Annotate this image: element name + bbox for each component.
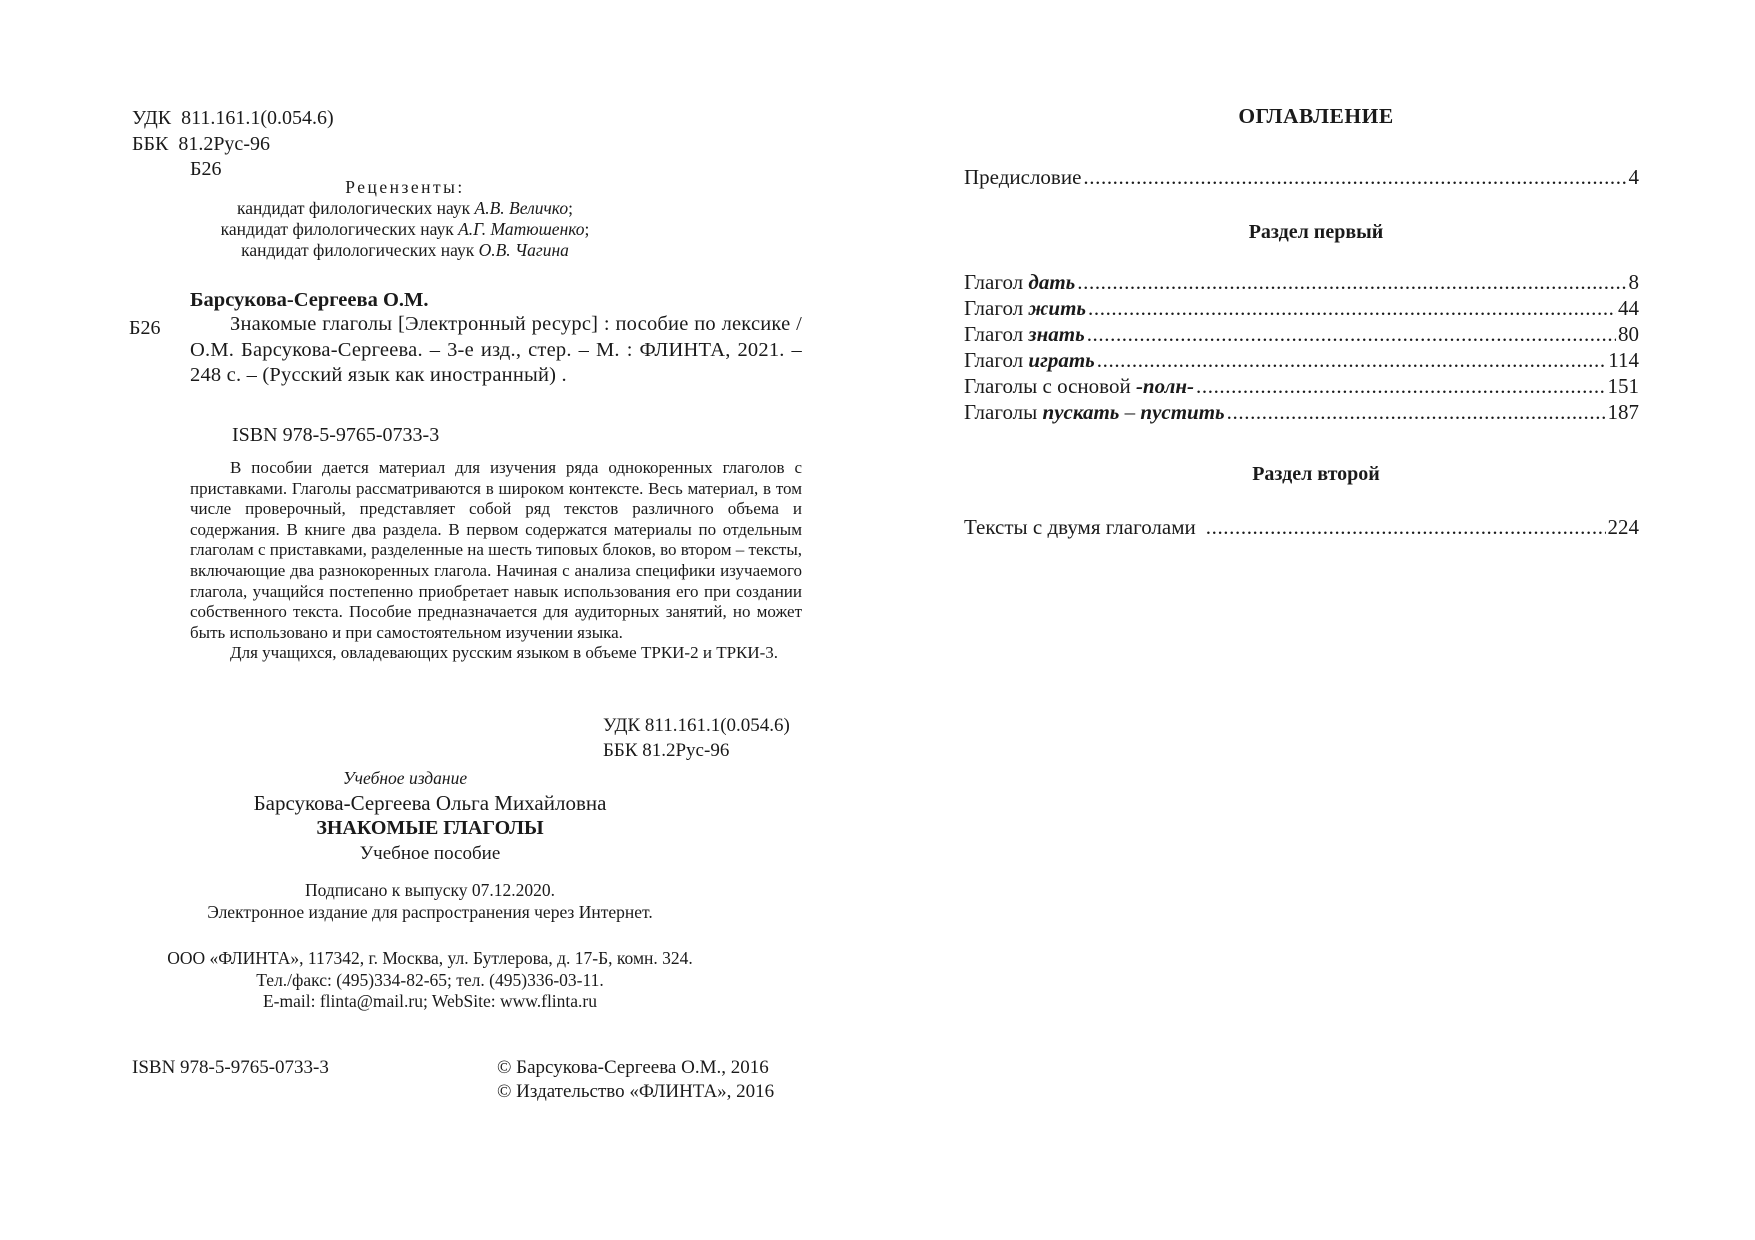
toc-leader-dots [1077, 269, 1626, 295]
udk-value: 811.161.1(0.054.6) [181, 107, 334, 129]
toc-entry[interactable]: Глагол дать ..... 8 [964, 269, 1639, 295]
toc-entry[interactable]: Глагол знать ..... 80 [964, 321, 1639, 347]
toc-leader-dots [1206, 514, 1606, 540]
author-heading: Барсукова-Сергеева О.М. [190, 289, 429, 311]
toc-page-number: 80 [1618, 322, 1639, 346]
bbk-line [132, 133, 270, 156]
publisher-address: ООО «ФЛИНТА», 117342, г. Москва, ул. Бутлерова, д. 17-Б, комн. 324. [167, 948, 693, 968]
publisher-web: E-mail: flinta@mail.ru; WebSite: www.flinta.ru [262, 991, 597, 1011]
toc-leader-dots [1083, 164, 1626, 190]
publisher-phone: Тел./факс: (495)334-82-65; тел. (495)336-03-11. [256, 970, 604, 990]
bbk-value: 81.2Рус-96 [178, 133, 270, 155]
toc-leader-dots [1097, 347, 1606, 373]
cutter-code: Б26 [190, 158, 222, 180]
toc-page-number: 187 [1607, 400, 1639, 424]
toc-page-number: 44 [1618, 296, 1639, 320]
author-full-name: Барсукова-Сергеева Ольга Михайловна [253, 791, 607, 815]
toc-entry[interactable]: Глагол играть ..... 114 [964, 347, 1639, 373]
toc-entry[interactable]: Тексты с двумя глаголами ..... 224 [964, 514, 1639, 540]
copyright-publisher: © Издательство «ФЛИНТА», 2016 [497, 1081, 775, 1102]
toc-title: ОГЛАВЛЕНИЕ [1238, 104, 1394, 128]
toc-page-number: 8 [1628, 270, 1639, 294]
abstract-paragraph: Для учащихся, овладевающих русским языком в объеме ТРКИ-2 и ТРКИ-3. [230, 643, 779, 663]
book-subtitle: Учебное пособие [359, 843, 501, 864]
reviewer-line: кандидат филологических наук О.В. Чагина [241, 240, 569, 260]
bbk-label: ББК [132, 133, 169, 155]
abstract [190, 458, 802, 664]
toc-entry[interactable]: Глаголы с основой -полн- ..... 151 [964, 373, 1639, 399]
book-title: ЗНАКОМЫЕ ГЛАГОЛЫ [316, 817, 544, 839]
bbk-right: ББК 81.2Рус-96 [603, 740, 730, 761]
toc-leader-dots [1088, 295, 1616, 321]
toc-page-number: 151 [1607, 374, 1639, 398]
toc-entry[interactable]: Глаголы пускать – пустить ..... 187 [964, 399, 1639, 425]
toc-leader-dots [1227, 399, 1606, 425]
udk-line [132, 107, 334, 130]
electronic-note: Электронное издание для распространения через Интернет. [207, 902, 653, 922]
signed-date: Подписано к выпуску 07.12.2020. [304, 880, 556, 900]
abstract-paragraph: В пособии дается материал для изучения ряда однокоренных глаголов с приставками. Глаголы рассматриваются в широком контексте. Весь материал, в том числе проверочный, представляет собой ряд текстов различного объема и содержания. В книге два раздела. В первом содержатся материалы по отдельным глаголам с приставками, разделенные на шесть типовых блоков, во втором – тексты, включающие два разнокоренных глагола. Начиная с анализа специфики изучаемого глагола, учащийся постепенно приобретает навык использования его при создании собственного текста. Пособие предназначается для аудиторных занятий, но может быть использовано и при самостоятельном изучении языка. [190, 458, 802, 642]
toc-entry[interactable]: Глагол жить ..... 44 [964, 295, 1639, 321]
udk-label: УДК [132, 107, 172, 129]
isbn-bottom: ISBN 978-5-9765-0733-3 [132, 1057, 329, 1078]
reviewer-line: кандидат филологических наук А.Г. Матюшенко; [220, 219, 590, 239]
udk-right: УДК 811.161.1(0.054.6) [603, 715, 790, 736]
reviewers-block [170, 177, 640, 261]
section-title: Раздел второй [1252, 463, 1380, 485]
toc-page-number: 4 [1628, 165, 1639, 189]
toc-leader-dots [1196, 373, 1605, 399]
left-page [0, 0, 877, 1240]
reviewers-heading: Рецензенты: [345, 177, 465, 197]
copyright-author: © Барсукова-Сергеева О.М., 2016 [497, 1057, 769, 1078]
section-title: Раздел первый [1248, 221, 1384, 243]
right-page-toc [877, 0, 1755, 1240]
reviewer-line: кандидат филологических наук А.В. Величко; [237, 198, 573, 218]
toc-page-number: 114 [1608, 348, 1639, 372]
toc-entry-preface[interactable]: Предисловие ..... 4 [964, 164, 1639, 190]
toc-leader-dots [1087, 321, 1616, 347]
toc-page-number: 224 [1607, 515, 1639, 539]
bibliographic-annotation: Знакомые глаголы [Электронный ресурс] : пособие по лексике / О.М. Барсукова-Сергеева. – 3-е изд., стер. – М. : ФЛИНТА, 2021. – 248 с. – (Русский язык как иностранный) . [190, 313, 802, 386]
isbn: ISBN 978-5-9765-0733-3 [232, 424, 440, 446]
edition-type: Учебное издание [342, 768, 468, 788]
cutter-margin: Б26 [129, 317, 161, 339]
